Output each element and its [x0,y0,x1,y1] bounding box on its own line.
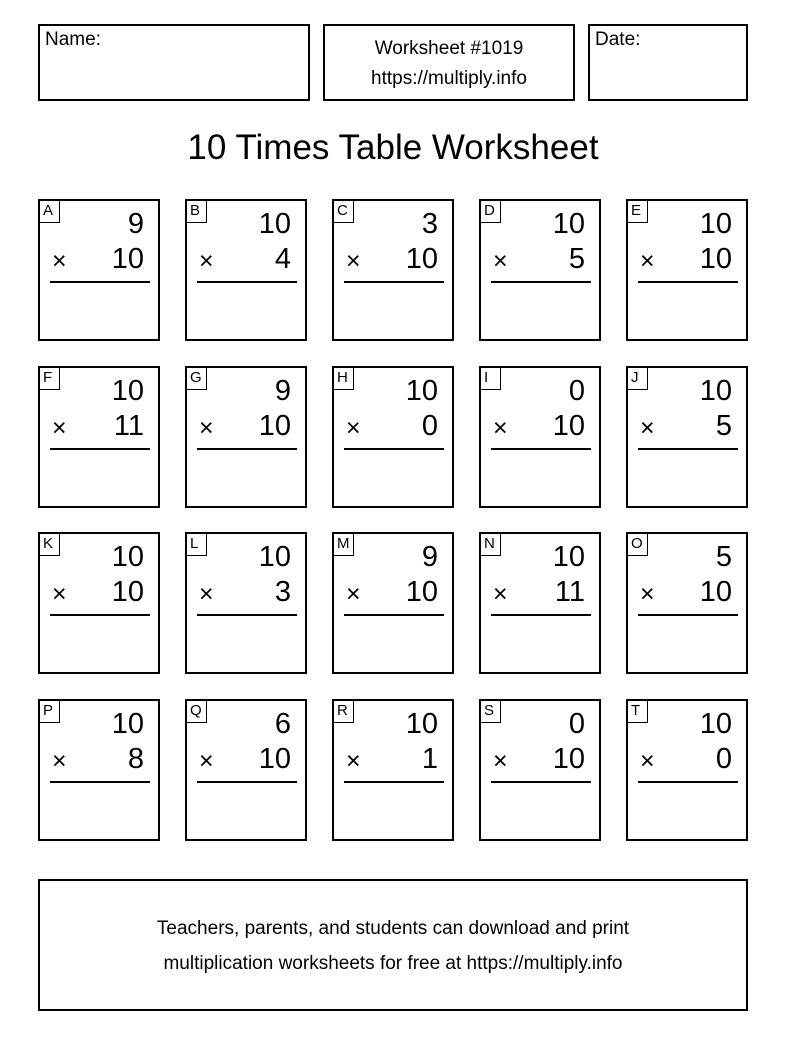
answer-line [50,281,150,283]
problem-letter: E [628,201,648,223]
answer-line [638,281,738,283]
answer-line [491,448,591,450]
answer-line [197,781,297,783]
problem-letter: H [334,368,354,390]
times-sign: × [640,414,655,442]
problem-letter: D [481,201,501,223]
times-sign: × [493,414,508,442]
multiplicand: 10 [405,375,438,407]
problem-card[interactable] [38,199,160,341]
problem-letter: S [481,701,501,723]
problem-letter: I [481,368,501,390]
answer-line [638,781,738,783]
problem-card[interactable] [479,199,601,341]
problem-card[interactable] [185,532,307,674]
times-sign: × [640,747,655,775]
problem-card[interactable] [626,532,748,674]
answer-line [197,281,297,283]
multiplier: 10 [699,576,732,608]
problem-card[interactable] [626,699,748,841]
multiplier: 10 [552,410,585,442]
multiplier: 10 [111,576,144,608]
problem-card[interactable] [38,366,160,508]
multiplicand: 10 [699,708,732,740]
problem-letter: M [334,534,354,556]
multiplier: 5 [715,410,732,442]
problem-card[interactable] [479,699,601,841]
multiplier: 3 [274,576,291,608]
problem-letter: N [481,534,501,556]
problem-letter: O [628,534,648,556]
multiplier: 10 [699,243,732,275]
times-sign: × [52,414,67,442]
problem-letter: B [187,201,207,223]
problem-card[interactable] [332,532,454,674]
times-sign: × [199,747,214,775]
footer-line-2: multiplication worksheets for free at https://multiply.info [163,953,623,974]
answer-line [491,781,591,783]
multiplicand: 10 [699,208,732,240]
multiplicand: 0 [568,375,585,407]
multiplier: 10 [405,576,438,608]
answer-line [50,448,150,450]
problem-letter: T [628,701,648,723]
problem-letter: G [187,368,207,390]
problem-letter: R [334,701,354,723]
multiplicand: 0 [568,708,585,740]
times-sign: × [346,247,361,275]
multiplicand: 10 [258,208,291,240]
worksheet-url: https://multiply.info [371,68,527,89]
multiplier: 10 [111,243,144,275]
multiplicand: 3 [421,208,438,240]
answer-line [344,781,444,783]
problem-card[interactable] [185,366,307,508]
problem-card[interactable] [185,199,307,341]
worksheet-number: Worksheet #1019 [374,38,524,59]
problem-card[interactable] [332,699,454,841]
answer-line [638,448,738,450]
date-label: Date: [595,29,641,50]
multiplicand: 10 [111,541,144,573]
multiplier: 10 [258,410,291,442]
problem-letter: F [40,368,60,390]
problem-card[interactable] [626,366,748,508]
footer-box [38,879,748,1011]
answer-line [491,614,591,616]
multiplicand: 9 [127,208,144,240]
multiplier: 11 [113,410,144,442]
problem-card[interactable] [38,532,160,674]
times-sign: × [346,580,361,608]
problem-card[interactable] [332,366,454,508]
multiplicand: 10 [552,208,585,240]
answer-line [344,448,444,450]
answer-line [197,614,297,616]
times-sign: × [199,414,214,442]
problem-letter: L [187,534,207,556]
multiplicand: 9 [421,541,438,573]
multiplicand: 10 [111,375,144,407]
problem-letter: J [628,368,648,390]
problem-card[interactable] [332,199,454,341]
times-sign: × [493,747,508,775]
worksheet-info-box [323,24,575,101]
multiplicand: 10 [699,375,732,407]
name-label: Name: [45,29,101,50]
problem-letter: C [334,201,354,223]
problem-letter: A [40,201,60,223]
problem-card[interactable] [479,532,601,674]
problem-card[interactable] [38,699,160,841]
multiplier: 11 [554,576,585,608]
answer-line [50,781,150,783]
times-sign: × [640,580,655,608]
times-sign: × [493,580,508,608]
footer-line-1: Teachers, parents, and students can download and print [156,918,630,939]
multiplier: 10 [258,743,291,775]
page-title: 10 Times Table Worksheet [187,128,599,167]
times-sign: × [52,747,67,775]
times-sign: × [346,414,361,442]
answer-line [197,448,297,450]
multiplier: 10 [405,243,438,275]
multiplicand: 10 [111,708,144,740]
multiplier: 10 [552,743,585,775]
name-box[interactable] [38,24,310,101]
answer-line [50,614,150,616]
times-sign: × [199,580,214,608]
answer-line [491,281,591,283]
multiplicand: 5 [715,541,732,573]
times-sign: × [52,247,67,275]
problem-letter: Q [187,701,207,723]
problem-letter: K [40,534,60,556]
date-box[interactable] [588,24,748,101]
answer-line [638,614,738,616]
multiplicand: 10 [405,708,438,740]
multiplicand: 10 [258,541,291,573]
multiplicand: 6 [274,708,291,740]
problem-letter: P [40,701,60,723]
multiplier: 0 [421,410,438,442]
times-sign: × [640,247,655,275]
multiplier: 1 [421,743,438,775]
multiplier: 0 [715,743,732,775]
times-sign: × [493,247,508,275]
times-sign: × [52,580,67,608]
problem-card[interactable] [479,366,601,508]
times-sign: × [346,747,361,775]
problem-card[interactable] [626,199,748,341]
multiplier: 5 [568,243,585,275]
times-sign: × [199,247,214,275]
multiplicand: 10 [552,541,585,573]
problem-card[interactable] [185,699,307,841]
answer-line [344,614,444,616]
multiplier: 8 [127,743,144,775]
multiplicand: 9 [274,375,291,407]
multiplier: 4 [274,243,291,275]
answer-line [344,281,444,283]
